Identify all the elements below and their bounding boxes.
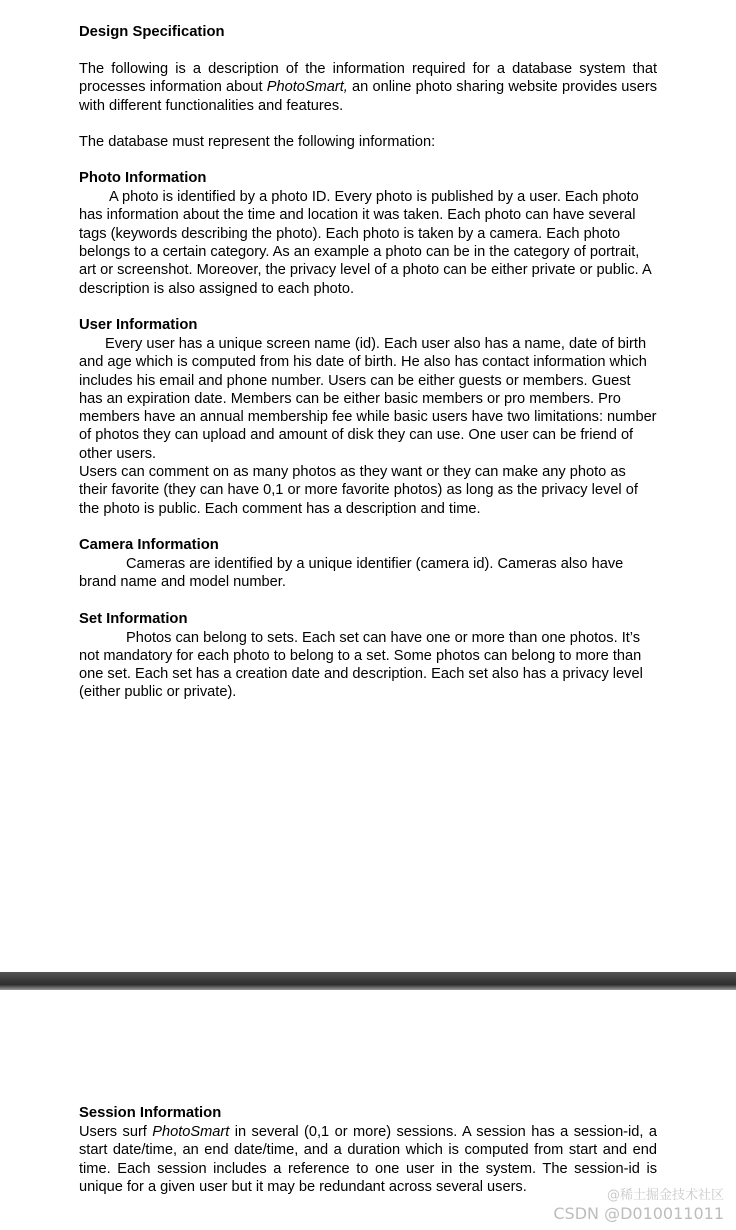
session-information-body: Users surf PhotoSmart in several (0,1 or more) sessions. A session has a session-id, a start date/time, an end date/time, and a duration which is computed from start and end time. Each session includes a reference to one user in the system. The session-id is unique for a given user but it may be redundant across several users. xyxy=(79,1124,657,1195)
page-separator xyxy=(0,972,736,990)
lead-paragraph: The database must represent the following information: xyxy=(79,133,436,150)
page-2-content xyxy=(79,1104,657,1196)
camera-information-body: Cameras are identified by a unique identifier (camera id). Cameras also have brand name and model number. xyxy=(79,555,624,591)
page-1-content xyxy=(79,23,657,702)
user-comments-body: Users can comment on as many photos as they want or they can make any photo as their favorite (they can have 0,1 or more favorite photos) as long as the privacy level of the photo is public. Each comment has a description and time. xyxy=(79,464,638,517)
photo-information-heading: Photo Information xyxy=(79,170,207,187)
session-information-heading: Session Information xyxy=(79,1105,222,1121)
watermark-line-2: CSDN @D010011011 xyxy=(553,1204,724,1223)
photo-information-body: A photo is identified by a photo ID. Every photo is published by a user. Each photo has information about the time and location it was taken. Each photo can have several tags (keywords describing the photo). Each photo is taken by a camera. Each photo belongs to a certain category. As an example a photo can be in the category of portrait, art or screenshot. Moreover, the privacy level of a photo can be either private or public. A description is also assigned to each photo. xyxy=(79,189,651,297)
document-title: Design Specification xyxy=(79,24,225,40)
camera-information-heading: Camera Information xyxy=(79,536,219,553)
document-page-2 xyxy=(0,990,736,1230)
product-name-session: PhotoSmart xyxy=(152,1124,230,1140)
watermark-line-1: @稀土掘金技术社区 xyxy=(606,1188,724,1203)
watermark xyxy=(553,1188,724,1224)
set-information-body: Photos can belong to sets. Each set can have one or more than one photos. It’s not mandatory for each photo to belong to a set. Some photos can belong to more than one set. Each set has a creation date and description. Each set also has a privacy level (either public or private). xyxy=(79,629,643,701)
intro-paragraph: The following is a description of the information required for a database system that processes information about PhotoSmart, an online photo sharing website provides users with different functionalities and features. xyxy=(79,61,657,114)
user-information-body: Every user has a unique screen name (id). Each user also has a name, date of birth and age which is computed from his date of birth. He also has contact information which includes his email and phone number. Users can be either guests or members. Guest has an expiration date. Members can be either basic members or pro members. Pro members have an annual membership fee while basic users have two limitations: number of photos they can upload and amount of disk they can use. One user can be friend of other users. xyxy=(79,335,657,462)
product-name: PhotoSmart, xyxy=(266,79,348,96)
user-information-heading: User Information xyxy=(79,316,198,333)
set-information-heading: Set Information xyxy=(79,610,188,627)
